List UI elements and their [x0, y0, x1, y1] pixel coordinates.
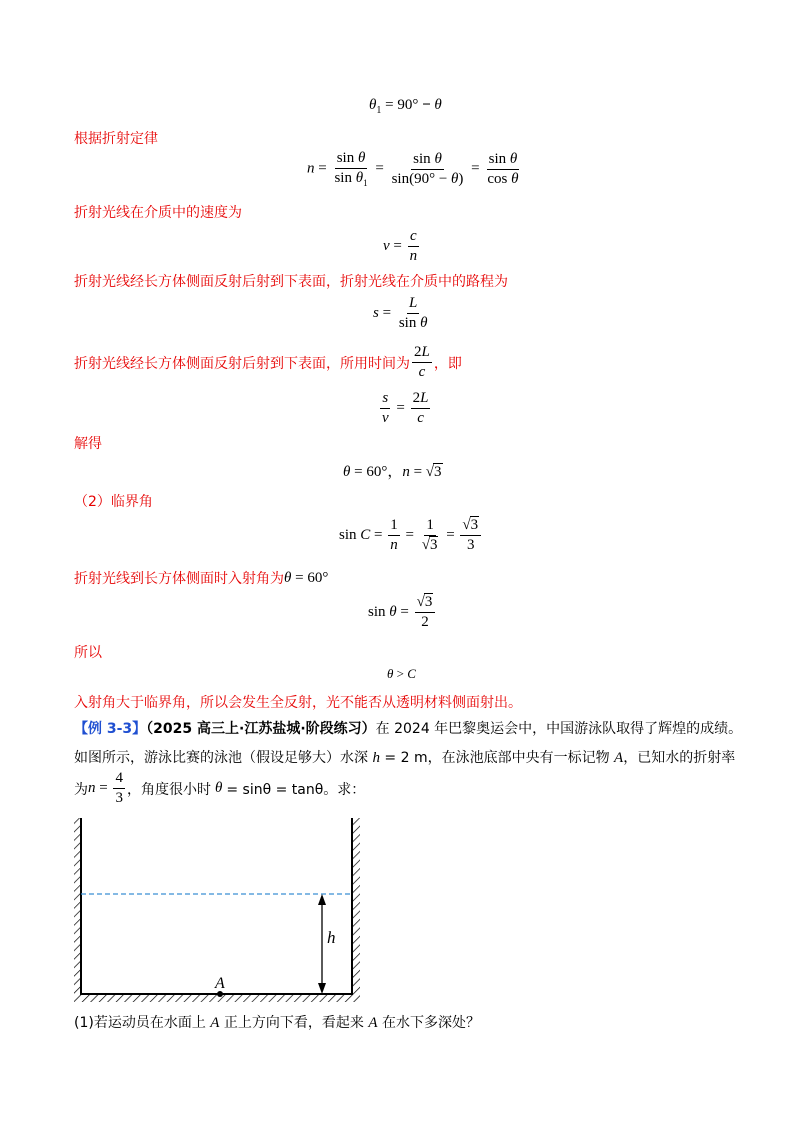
example-line3 — [74, 770, 365, 808]
example-tag: 【例 3-3】 — [74, 721, 147, 737]
depth-arrow-top — [318, 894, 326, 905]
equation-refraction-index: n = $\frac{\text{sin θ}}{\sin \theta_1}$ = $\frac{\text{sin θ}}{\sin(90^\circ - \theta)}$ = $\frac{\text{sin θ}}{\text{cos θ}}$ — [307, 150, 519, 189]
example-line2c: ，已知水的折射率 — [623, 750, 736, 766]
left-wall-hatch — [74, 818, 81, 994]
question-1-symbol-A2: A — [368, 1015, 378, 1031]
example-line2b: = 2 m，在泳池底部中央有一标记物 — [384, 750, 610, 766]
equation-comparison: θ > C — [387, 666, 416, 681]
equation-speed: v = $\frac{c}{n}$ — [383, 228, 418, 265]
symbol-A: A — [614, 750, 624, 766]
inline-2L-over-c: $\frac{2L}{c}$ — [414, 344, 430, 381]
right-wall-hatch — [352, 818, 360, 994]
bottom-hatch — [74, 994, 360, 1002]
example-line2 — [74, 747, 735, 767]
question-1-symbol-A: A — [210, 1015, 220, 1031]
text-part2: （2）临界角 — [74, 494, 153, 510]
inline-n-4-3: n = $\frac{4}{3}$ — [88, 770, 123, 807]
question-1c: 在水下多深处？ — [382, 1015, 480, 1031]
equation-theta1: $\theta_1 = 90^\circ - \theta$ — [369, 97, 442, 116]
text-conclusion: 入射角大于临界角，所以会发生全反射，光不能否从透明材料侧面射出。 — [74, 695, 522, 711]
example-line1: 在 2024 年巴黎奥运会中，中国游泳队取得了辉煌的成绩。 — [375, 721, 743, 737]
text-path: 折射光线经长方体侧面反射后射到下表面，折射光线在介质中的路程为 — [74, 274, 508, 290]
text-incidence: 折射光线到长方体侧面时入射角为 — [74, 571, 284, 587]
question-1a: (1)若运动员在水面上 — [74, 1015, 206, 1031]
example-line3a: 为 — [74, 781, 88, 798]
text-time-b: ，即 — [433, 355, 462, 372]
pool-outline — [81, 818, 352, 994]
equation-result: θ = 60°，n = √3 — [343, 464, 442, 480]
example-header — [74, 718, 742, 738]
text-so: 所以 — [74, 645, 102, 661]
symbol-theta: θ — [214, 780, 223, 797]
example-line3c: = sinθ = tanθ。求： — [226, 781, 366, 798]
inline-theta-60: θ = 60° — [284, 569, 329, 586]
equation-path: s = $\frac{L}{\text{sin θ}}$ — [373, 295, 428, 332]
question-1 — [74, 1012, 480, 1032]
symbol-h: h — [372, 750, 380, 766]
text-solve: 解得 — [74, 436, 102, 452]
equation-time: $\frac{s}{v}$ = $\frac{2L}{c}$ — [382, 390, 429, 427]
label-A: A — [215, 975, 225, 992]
text-speed: 折射光线在介质中的速度为 — [74, 205, 242, 221]
pool-figure — [68, 812, 368, 1004]
text-time-a: 折射光线经长方体侧面反射后射到下表面，所用时间为 — [74, 355, 410, 372]
example-source: （2025 高三上·江苏盐城·阶段练习） — [146, 721, 376, 737]
example-line2a: 如图所示，游泳比赛的泳池（假设足够大）水深 — [74, 750, 368, 766]
question-1b: 正上方向下看，看起来 — [223, 1015, 364, 1031]
example-line3b: ，角度很小时 — [126, 781, 211, 798]
equation-critical-angle: sin C = $\frac{1}{n}$ = $\frac{1}{√3}$ = $\frac{√3}{3}$ — [339, 517, 483, 555]
equation-sin-theta: sin θ = $\frac{√3}{2}$ — [368, 594, 437, 632]
label-h: h — [327, 928, 336, 947]
text-time-line — [74, 344, 462, 382]
text-refraction-law: 根据折射定律 — [74, 131, 158, 147]
depth-arrow-bottom — [318, 983, 326, 994]
text-incidence-line — [74, 568, 328, 588]
